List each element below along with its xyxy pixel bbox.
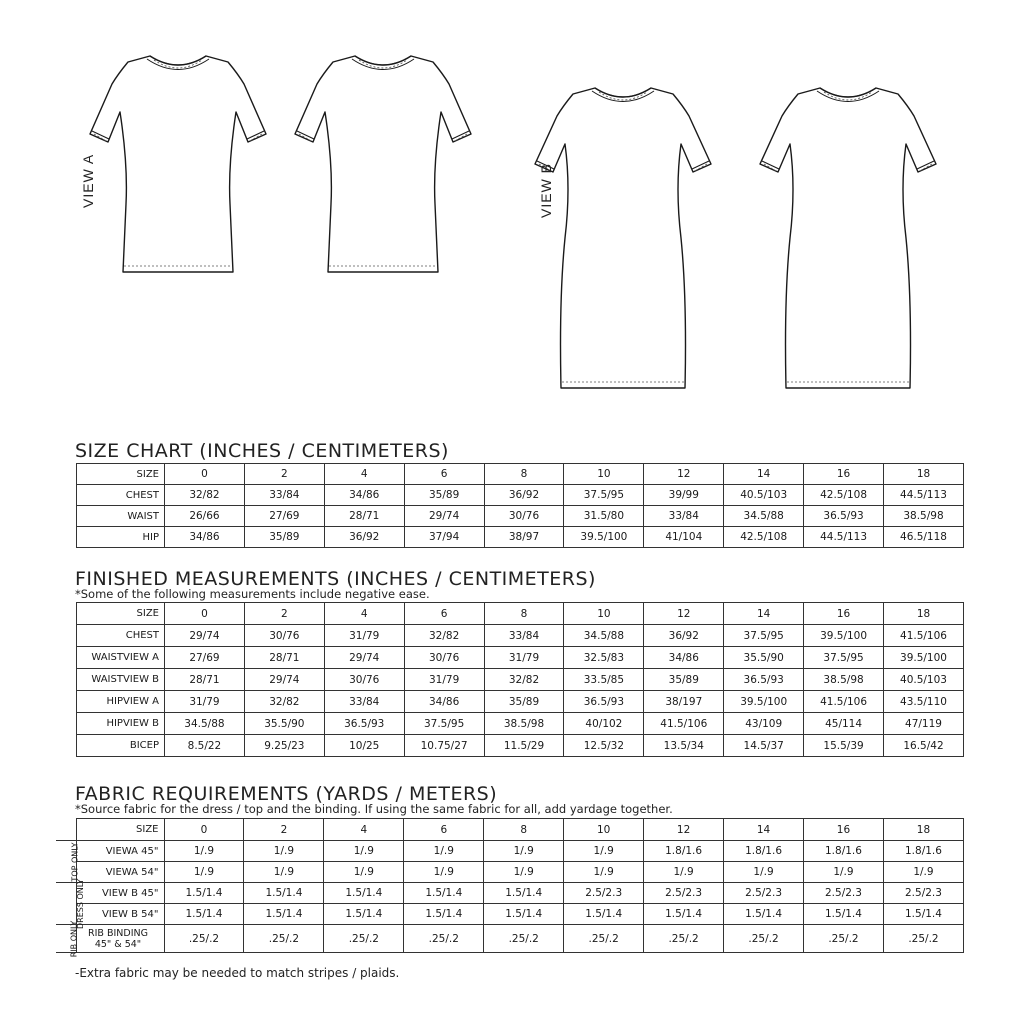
table-cell: 30/76 xyxy=(244,625,324,647)
table-cell: 1.5/1.4 xyxy=(404,904,484,925)
size-header-cell: 10 xyxy=(564,464,644,485)
view-a-label: VIEW A xyxy=(80,153,96,208)
table-cell: .25/.2 xyxy=(404,925,484,953)
table-cell: 41.5/106 xyxy=(804,691,884,713)
table-cell: 2.5/2.3 xyxy=(883,883,963,904)
table-cell: 41/104 xyxy=(644,527,724,548)
finished-measurements-table xyxy=(76,602,964,757)
table-cell: 1.8/1.6 xyxy=(724,841,804,862)
table-cell: 42.5/108 xyxy=(804,485,884,506)
table-cell: 35/89 xyxy=(484,691,564,713)
table-cell: 43.5/110 xyxy=(884,691,964,713)
row-label-line-2: 45" & 54" xyxy=(94,938,142,950)
table-row xyxy=(77,485,964,506)
table-cell: 32/82 xyxy=(165,485,245,506)
table-row xyxy=(56,883,964,904)
table-cell: 39/99 xyxy=(644,485,724,506)
group-label-rib-only-cell xyxy=(56,920,79,957)
table-cell: 1/.9 xyxy=(324,862,404,883)
table-cell: 33/84 xyxy=(644,506,724,527)
table-row xyxy=(77,713,964,735)
row-label xyxy=(76,925,164,953)
size-header-cell: 12 xyxy=(644,819,724,841)
table-cell: 1.5/1.4 xyxy=(644,904,724,925)
table-cell: 34/86 xyxy=(404,691,484,713)
table-cell: 1.5/1.4 xyxy=(324,904,404,925)
table-cell: 1/.9 xyxy=(164,841,244,862)
table-row xyxy=(77,735,964,757)
table-row xyxy=(56,904,964,925)
table-cell: 34.5/88 xyxy=(564,625,644,647)
table-row xyxy=(56,862,964,883)
table-cell: 36.5/93 xyxy=(724,669,804,691)
table-cell: 1.8/1.6 xyxy=(644,841,724,862)
row-label: WAIST xyxy=(77,506,165,527)
table-cell: 28/71 xyxy=(165,669,245,691)
table-cell: 1/.9 xyxy=(484,841,564,862)
table-cell: 35/89 xyxy=(244,527,324,548)
table-cell: 31/79 xyxy=(484,647,564,669)
table-cell: 39.5/100 xyxy=(564,527,644,548)
size-header-cell: 18 xyxy=(884,603,964,625)
size-header-cell: 16 xyxy=(804,819,884,841)
table-cell: 30/76 xyxy=(484,506,564,527)
view-b-label: VIEW B xyxy=(538,162,554,218)
size-header-cell: 16 xyxy=(804,464,884,485)
group-label-top-only-cell xyxy=(56,841,80,883)
size-header-cell: 0 xyxy=(164,819,244,841)
row-label-line-1: RIB BINDING xyxy=(88,927,148,939)
table-cell: 1.5/1.4 xyxy=(484,883,564,904)
table-cell: .25/.2 xyxy=(883,925,963,953)
table-cell: 1/.9 xyxy=(404,841,484,862)
group-label-rib-only: RIB ONLY xyxy=(69,920,79,957)
table-cell: .25/.2 xyxy=(644,925,724,953)
size-header-cell: 10 xyxy=(564,603,644,625)
size-header-row xyxy=(77,603,964,625)
size-header-cell: 8 xyxy=(484,603,564,625)
table-cell: 38.5/98 xyxy=(884,506,964,527)
size-header-cell: 14 xyxy=(724,603,804,625)
size-header-label: SIZE xyxy=(77,603,165,625)
size-chart-title: SIZE CHART (INCHES / CENTIMETERS) xyxy=(75,440,449,462)
table-cell: 35/89 xyxy=(644,669,724,691)
table-cell: 37/94 xyxy=(404,527,484,548)
table-cell: 29/74 xyxy=(244,669,324,691)
table-cell: 34/86 xyxy=(165,527,245,548)
table-cell: 13.5/34 xyxy=(644,735,724,757)
size-header-cell: 2 xyxy=(244,464,324,485)
table-cell: 45/114 xyxy=(804,713,884,735)
table-cell: 1/.9 xyxy=(804,862,884,883)
size-header-cell: 12 xyxy=(644,603,724,625)
table-cell: .25/.2 xyxy=(244,925,324,953)
table-cell: 44.5/113 xyxy=(884,485,964,506)
table-cell: 36.5/93 xyxy=(324,713,404,735)
table-cell: 35/89 xyxy=(404,485,484,506)
table-cell: 1/.9 xyxy=(883,862,963,883)
table-cell: 34/86 xyxy=(644,647,724,669)
group-label-top-only: TOP ONLY xyxy=(70,841,80,882)
table-cell: 38/97 xyxy=(484,527,564,548)
table-cell: 9.25/23 xyxy=(244,735,324,757)
table-cell: 2.5/2.3 xyxy=(644,883,724,904)
table-cell: 32.5/83 xyxy=(564,647,644,669)
table-cell: 1/.9 xyxy=(244,841,324,862)
size-header-cell: 6 xyxy=(404,819,484,841)
table-cell: 38/197 xyxy=(644,691,724,713)
table-cell: 32/82 xyxy=(244,691,324,713)
size-header-cell: 16 xyxy=(804,603,884,625)
size-header-cell: 14 xyxy=(724,464,804,485)
size-header-cell: 0 xyxy=(165,603,245,625)
table-cell: 1.5/1.4 xyxy=(164,883,244,904)
table-cell: 1.5/1.4 xyxy=(244,904,324,925)
table-cell: 36/92 xyxy=(644,625,724,647)
size-header-cell: 12 xyxy=(644,464,724,485)
table-cell: 41.5/106 xyxy=(644,713,724,735)
table-cell: 31/79 xyxy=(165,691,245,713)
size-header-row xyxy=(56,819,964,841)
table-cell: 35.5/90 xyxy=(244,713,324,735)
size-header-cell: 4 xyxy=(324,603,404,625)
table-cell: 1.5/1.4 xyxy=(324,883,404,904)
table-row xyxy=(56,841,964,862)
table-row xyxy=(77,669,964,691)
size-header-cell: 2 xyxy=(244,603,324,625)
table-cell: 34/86 xyxy=(324,485,404,506)
group-blank-cell xyxy=(56,819,76,841)
table-cell: .25/.2 xyxy=(484,925,564,953)
table-cell: 1/.9 xyxy=(164,862,244,883)
table-cell: 10.75/27 xyxy=(404,735,484,757)
row-label: VIEWA 45" xyxy=(76,841,164,862)
table-cell: 46.5/118 xyxy=(884,527,964,548)
table-cell: 1.5/1.4 xyxy=(804,904,884,925)
view-b-front-illustration xyxy=(535,88,711,388)
table-cell: 40.5/103 xyxy=(884,669,964,691)
table-cell: 1.5/1.4 xyxy=(484,904,564,925)
table-cell: 28/71 xyxy=(324,506,404,527)
table-cell: 35.5/90 xyxy=(724,647,804,669)
table-cell: 12.5/32 xyxy=(564,735,644,757)
table-cell: 39.5/100 xyxy=(724,691,804,713)
size-header-cell: 6 xyxy=(404,603,484,625)
table-cell: 29/74 xyxy=(165,625,245,647)
table-cell: 33/84 xyxy=(484,625,564,647)
table-cell: 1.8/1.6 xyxy=(804,841,884,862)
table-cell: 39.5/100 xyxy=(804,625,884,647)
table-cell: 31.5/80 xyxy=(564,506,644,527)
table-cell: 40.5/103 xyxy=(724,485,804,506)
row-label: BICEP xyxy=(77,735,165,757)
row-label: HIP xyxy=(77,527,165,548)
table-cell: 1/.9 xyxy=(244,862,324,883)
table-cell: 2.5/2.3 xyxy=(804,883,884,904)
table-cell: .25/.2 xyxy=(564,925,644,953)
table-cell: 1/.9 xyxy=(324,841,404,862)
row-label: VIEW B 54" xyxy=(76,904,164,925)
size-header-cell: 4 xyxy=(324,819,404,841)
table-cell: 2.5/2.3 xyxy=(564,883,644,904)
view-b-back-illustration xyxy=(760,88,936,388)
table-cell: 26/66 xyxy=(165,506,245,527)
table-cell: 11.5/29 xyxy=(484,735,564,757)
row-label: CHEST xyxy=(77,625,165,647)
table-cell: 32/82 xyxy=(404,625,484,647)
table-cell: 37.5/95 xyxy=(404,713,484,735)
table-row xyxy=(77,527,964,548)
table-cell: 42.5/108 xyxy=(724,527,804,548)
table-cell: 1/.9 xyxy=(484,862,564,883)
table-cell: 47/119 xyxy=(884,713,964,735)
row-label: CHEST xyxy=(77,485,165,506)
table-cell: 29/74 xyxy=(324,647,404,669)
table-cell: 32/82 xyxy=(484,669,564,691)
table-row xyxy=(77,647,964,669)
size-header-row xyxy=(77,464,964,485)
table-cell: 1.5/1.4 xyxy=(724,904,804,925)
row-label: HIPVIEW B xyxy=(77,713,165,735)
size-header-cell: 14 xyxy=(724,819,804,841)
size-header-cell: 8 xyxy=(484,464,564,485)
table-cell: .25/.2 xyxy=(164,925,244,953)
size-header-cell: 0 xyxy=(165,464,245,485)
group-label-dress-only-cell xyxy=(56,878,86,929)
size-header-label: SIZE xyxy=(76,819,164,841)
table-cell: .25/.2 xyxy=(804,925,884,953)
size-header-cell: 2 xyxy=(244,819,324,841)
table-cell: 36.5/93 xyxy=(564,691,644,713)
table-cell: 8.5/22 xyxy=(165,735,245,757)
table-cell: 1.5/1.4 xyxy=(244,883,324,904)
table-cell: 15.5/39 xyxy=(804,735,884,757)
table-cell: 36/92 xyxy=(484,485,564,506)
row-label: WAISTVIEW B xyxy=(77,669,165,691)
row-label: VIEWA 54" xyxy=(76,862,164,883)
finished-measurements-title: FINISHED MEASUREMENTS (INCHES / CENTIMETERS) xyxy=(75,568,596,590)
table-cell: 1.8/1.6 xyxy=(883,841,963,862)
view-a-front-illustration xyxy=(90,56,266,272)
table-row xyxy=(77,506,964,527)
row-label: WAISTVIEW A xyxy=(77,647,165,669)
table-cell: 40/102 xyxy=(564,713,644,735)
table-cell: 1/.9 xyxy=(644,862,724,883)
table-cell: 39.5/100 xyxy=(884,647,964,669)
table-cell: 29/74 xyxy=(404,506,484,527)
size-header-cell: 10 xyxy=(564,819,644,841)
table-cell: 10/25 xyxy=(324,735,404,757)
table-cell: 27/69 xyxy=(244,506,324,527)
table-cell: 33/84 xyxy=(324,691,404,713)
table-row xyxy=(77,691,964,713)
table-cell: 41.5/106 xyxy=(884,625,964,647)
table-row xyxy=(77,625,964,647)
table-cell: 1.5/1.4 xyxy=(883,904,963,925)
table-cell: 30/76 xyxy=(404,647,484,669)
size-header-cell: 18 xyxy=(883,819,963,841)
table-cell: .25/.2 xyxy=(724,925,804,953)
table-cell: 1.5/1.4 xyxy=(564,904,644,925)
footnote: -Extra fabric may be needed to match stripes / plaids. xyxy=(75,966,400,980)
row-label: VIEW B 45" xyxy=(76,883,164,904)
table-cell: 37.5/95 xyxy=(564,485,644,506)
size-header-cell: 4 xyxy=(324,464,404,485)
table-cell: 1.5/1.4 xyxy=(404,883,484,904)
table-cell: 1/.9 xyxy=(564,862,644,883)
table-cell: 37.5/95 xyxy=(724,625,804,647)
table-cell: 31/79 xyxy=(324,625,404,647)
table-cell: 36.5/93 xyxy=(804,506,884,527)
finished-measurements-note: *Some of the following measurements include negative ease. xyxy=(75,587,430,601)
table-cell: 30/76 xyxy=(324,669,404,691)
table-cell: 37.5/95 xyxy=(804,647,884,669)
fabric-requirements-note: *Source fabric for the dress / top and the binding. If using the same fabric for all, add yardage together. xyxy=(75,802,673,816)
size-header-cell: 8 xyxy=(484,819,564,841)
table-cell: 43/109 xyxy=(724,713,804,735)
table-cell: 34.5/88 xyxy=(724,506,804,527)
table-cell: .25/.2 xyxy=(324,925,404,953)
table-cell: 38.5/98 xyxy=(804,669,884,691)
table-cell: 1/.9 xyxy=(724,862,804,883)
size-header-cell: 6 xyxy=(404,464,484,485)
fabric-requirements-table xyxy=(56,818,964,957)
fabric-requirements-title: FABRIC REQUIREMENTS (YARDS / METERS) xyxy=(75,783,498,805)
table-cell: 14.5/37 xyxy=(724,735,804,757)
table-cell: 38.5/98 xyxy=(484,713,564,735)
table-cell: 34.5/88 xyxy=(165,713,245,735)
size-header-cell: 18 xyxy=(884,464,964,485)
size-chart-table xyxy=(76,463,964,548)
row-label: HIPVIEW A xyxy=(77,691,165,713)
table-cell: 1/.9 xyxy=(564,841,644,862)
table-row xyxy=(56,925,964,953)
table-cell: 33/84 xyxy=(244,485,324,506)
table-cell: 31/79 xyxy=(404,669,484,691)
size-header-label: SIZE xyxy=(77,464,165,485)
table-cell: 33.5/85 xyxy=(564,669,644,691)
table-cell: 16.5/42 xyxy=(884,735,964,757)
group-label-dress-only: DRESS ONLY xyxy=(76,878,86,929)
table-cell: 27/69 xyxy=(165,647,245,669)
view-a-back-illustration xyxy=(295,56,471,272)
table-cell: 1/.9 xyxy=(404,862,484,883)
garment-illustrations xyxy=(0,0,1024,440)
table-cell: 44.5/113 xyxy=(804,527,884,548)
table-cell: 2.5/2.3 xyxy=(724,883,804,904)
table-cell: 1.5/1.4 xyxy=(164,904,244,925)
table-cell: 28/71 xyxy=(244,647,324,669)
table-cell: 36/92 xyxy=(324,527,404,548)
